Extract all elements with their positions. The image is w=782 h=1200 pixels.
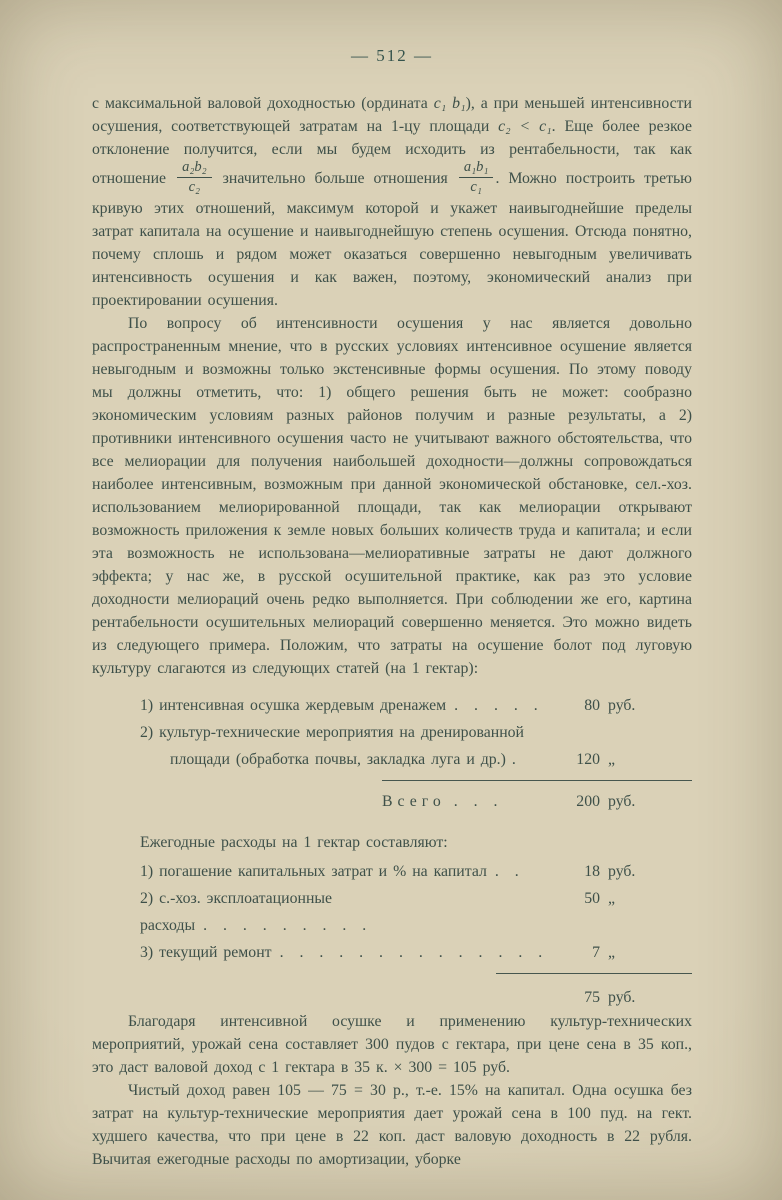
text-run: . Можно построить третью кривую этих отношений, максимум которой и укажет наивыгоднейшие пределы затрат капитала на осушение и наивыгоднейшую степень осушения. Отсюда понятно, почему сплошь и рядом может оказаться совершенно невыгодным увеличивать интенсивность осушения и как важен, поэтому, экономический анализ при проектировании осушения. [92,169,692,310]
math-variable-c1b1: c₁ b₁ [433,95,466,112]
cost-item-1 [140,692,652,719]
math-variable-c2-lt-c1: c₂ < c₁ [498,118,552,135]
fraction-a1b1-over-c1 [457,159,496,195]
cost-unit-ditto: „ [608,944,616,962]
dot-leader: . . [494,863,524,881]
capital-costs-total-row [382,780,692,814]
cost-item-label [140,692,564,719]
cost-item-text: 1) интенсивная осушка жердевым дренажем [140,697,447,715]
cost-item-label [140,885,564,939]
cost-item-line-2 [140,746,652,773]
cost-item-line-1 [140,719,652,746]
cost-unit: руб. [608,697,636,715]
annual-costs-total-row [92,986,692,1010]
paragraph-net-income: Чистый доход равен 105 — 75 = 30 р., т.-е. 15% на капитал. Одна осушка без затрат на культур-технические мероприятия дает урожай сена в 100 пуд. на гект. худшего качества, что при цене в 22 коп. даст валовую доходность в 22 рубля. Вычитая ежегодные расходы по амортизации, уборке [92,1082,692,1169]
total-value: 200 [576,793,600,811]
cost-unit-ditto: „ [608,751,616,769]
cost-item-text: 1) погашение капитальных затрат и % на капитал [140,863,487,881]
dot-leader: . . . . . . . . . . . . . . [279,944,548,962]
paragraph-discussion: По вопросу об интенсивности осушения у нас является довольно распространенным мнение, что в русских условиях интенсивное осушение является невыгодным и возможны только экстенсивные формы осушения. По этому поводу мы должны отметить, что: 1) общего решения быть не может: сообразно экономическим условиям разных районов получим и разные результаты, а 2) противники интенсивного осушения часто не учитывают важного обстоятельства, что все мелиорации для получения наибольшей доходности—должны сопровождаться наиболее интенсивным, возможным при данной экономической обстановке, сел.-хоз. использованием мелиорированной площади, так как мелиорации открывают возможность приложения к земле новых больших количеств труда и капитала; и если эта возможность не использована—мелиоративные затраты не дают должного эффекта; у нас же, в русской осушительной практике, как раз это условие доходности мелиораций очень редко выполняется. При соблюдении же его, картина рентабельности осушительных мелиораций совершенно меняется. Это можно видеть из следующего примера. Положим, что затраты на осушение болот под луговую культуру слагаются из следующих статей (на 1 гектар): [92,315,692,678]
page-number: — 512 — [351,46,433,65]
cost-value: 120 [576,751,600,769]
total-value: 75 [584,989,600,1007]
text-run: с максимальной валовой доходностью (ордината [92,95,434,112]
dot-leader: . . . . . [454,697,543,715]
cost-item-text: 2) с.-хоз. эксплоатационные расходы [140,890,333,935]
paragraph-yield: Благодаря интенсивной осушке и применению культур-технических мероприятий, урожай сена составляет 300 пудов с гектара, при цене сена в 35 коп., это даст валовой доход с 1 гектара в 35 к. × 300 = 105 руб. [92,1013,692,1077]
fraction-denominator: c₂ [188,178,201,195]
sum-rule [496,973,692,974]
page-body [92,92,692,1171]
cost-item-label [140,939,564,966]
cost-unit-ditto: „ [608,890,616,908]
cost-item-text: площади (обработка почвы, закладка луга и др.) . [170,751,516,769]
annual-cost-item-3 [140,939,652,966]
cost-value: 7 [592,944,600,962]
dot-leader: . . . [453,793,503,811]
total-unit: руб. [608,989,636,1007]
dot-leader: . . . . . . . . . [203,917,372,935]
capital-costs-list [140,692,652,773]
fraction-a2b2-over-c2 [175,159,214,195]
fraction-denominator: c₁ [470,178,482,195]
annual-costs-list [140,858,652,966]
total-unit: руб. [608,793,636,811]
cost-unit: руб. [608,863,636,881]
text-run: значительно больше отношения [213,169,457,187]
fraction-numerator: a₂b₂ [177,159,212,178]
cost-value: 80 [584,697,600,715]
annual-cost-item-2 [140,885,652,939]
total-label: Всего [382,793,446,811]
cost-item-text: 3) текущий ремонт [140,944,272,962]
text-run: . Еще более резкое отклонение получится, если мы будем исходить из рентабельности, так как отношение [92,118,692,187]
page-content [92,46,692,1171]
annual-costs-header: Ежегодные расходы на 1 гектар составляют: [140,834,448,852]
paragraph-continuation [92,92,692,312]
cost-value: 18 [584,863,600,881]
cost-item-2 [140,719,652,773]
cost-value: 50 [584,890,600,908]
fraction-numerator: a₁b₁ [459,159,494,178]
annual-cost-item-1 [140,858,652,885]
cost-item-text: 2) культур-технические мероприятия на дренированной [140,724,525,742]
cost-item-label [140,858,564,885]
text-run: ), а при меньшей интенсивности осушения, соответствующей затратам на 1-цу площади [92,95,692,135]
